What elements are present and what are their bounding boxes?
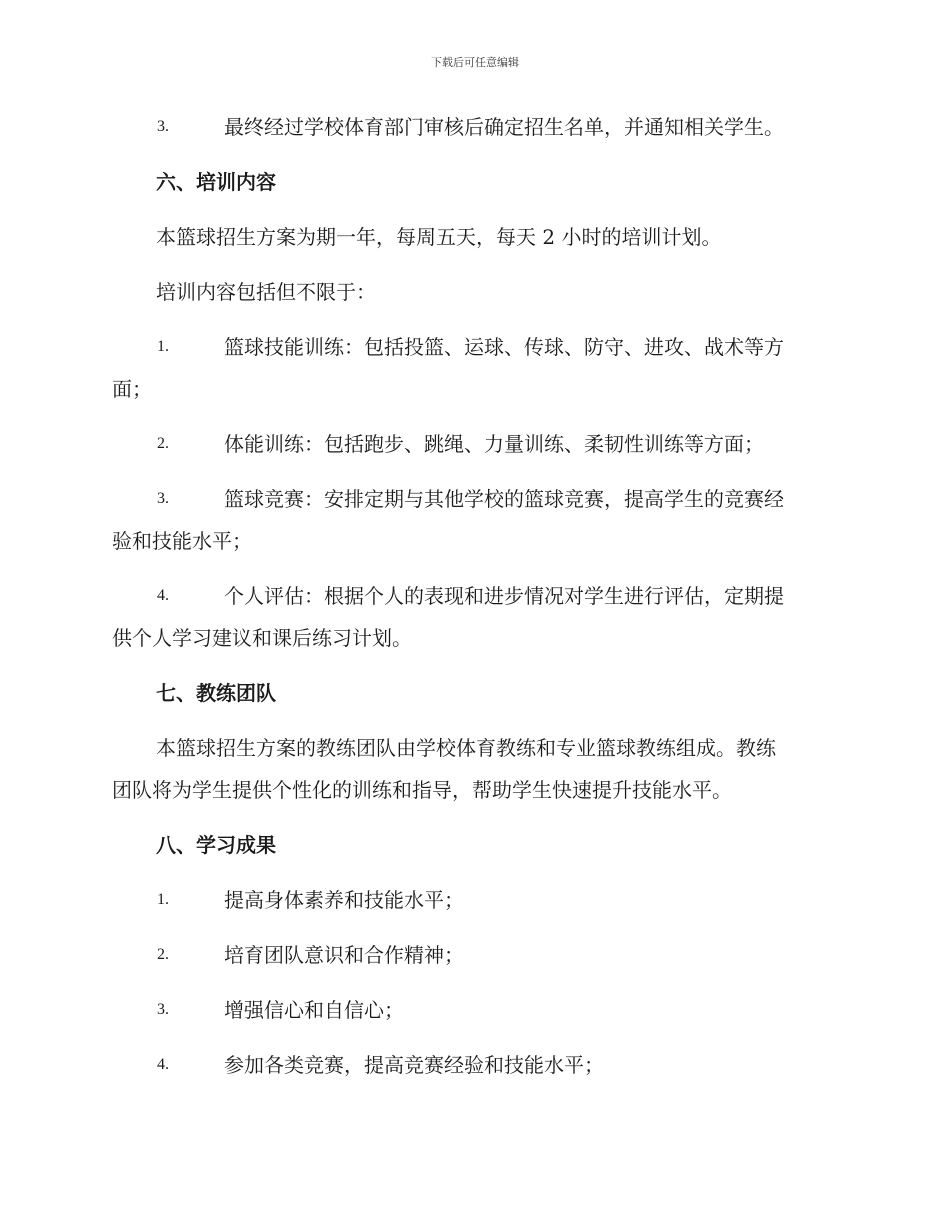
section-heading: 六、培训内容 xyxy=(156,170,276,194)
section-heading: 七、教练团队 xyxy=(156,681,276,705)
list-item xyxy=(112,478,834,562)
list-number: 4. xyxy=(157,587,169,604)
list-number: 4. xyxy=(157,1056,169,1073)
list-text: 个人评估：根据个人的表现和进步情况对学生进行评估，定期提 xyxy=(224,584,784,608)
list-item xyxy=(112,326,834,410)
list-item xyxy=(112,879,834,921)
list-text-continued: 面； xyxy=(112,377,152,401)
list-number: 2. xyxy=(157,435,169,452)
paragraph: 培训内容包括但不限于： xyxy=(156,280,376,304)
list-text: 增强信心和自信心； xyxy=(224,998,404,1022)
list-text: 参加各类竞赛，提高竞赛经验和技能水平； xyxy=(224,1053,604,1077)
list-number: 3. xyxy=(157,490,169,507)
list-item xyxy=(112,989,834,1031)
list-item xyxy=(112,1044,834,1086)
list-text: 体能训练：包括跑步、跳绳、力量训练、柔韧性训练等方面； xyxy=(224,432,764,456)
list-number: 2. xyxy=(157,946,169,963)
list-text-continued: 验和技能水平； xyxy=(112,529,252,553)
list-number: 1. xyxy=(157,891,169,908)
list-text: 篮球竞赛：安排定期与其他学校的篮球竞赛，提高学生的竞赛经 xyxy=(224,487,784,511)
paragraph xyxy=(112,727,834,811)
list-number: 1. xyxy=(157,338,169,355)
section-heading: 八、学习成果 xyxy=(156,833,276,857)
list-text: 培育团队意识和合作精神； xyxy=(224,943,464,967)
paragraph-line: 团队将为学生提供个性化的训练和指导，帮助学生快速提升技能水平。 xyxy=(112,778,732,802)
list-text: 最终经过学校体育部门审核后确定招生名单，并通知相关学生。 xyxy=(224,115,784,139)
list-item xyxy=(112,106,834,148)
paragraph: 本篮球招生方案为期一年，每周五天，每天 2 小时的培训计划。 xyxy=(156,225,722,249)
list-text: 篮球技能训练：包括投篮、运球、传球、防守、进攻、战术等方 xyxy=(224,335,784,359)
list-item xyxy=(112,423,834,465)
list-text: 提高身体素养和技能水平； xyxy=(224,888,464,912)
list-number: 3. xyxy=(157,1001,169,1018)
list-text-continued: 供个人学习建议和课后练习计划。 xyxy=(112,626,412,650)
list-number: 3. xyxy=(157,118,169,135)
list-item xyxy=(112,934,834,976)
list-item xyxy=(112,575,834,659)
paragraph-line: 本篮球招生方案的教练团队由学校体育教练和专业篮球教练组成。教练 xyxy=(156,736,776,760)
page-header: 下载后可任意编辑 xyxy=(431,56,519,69)
